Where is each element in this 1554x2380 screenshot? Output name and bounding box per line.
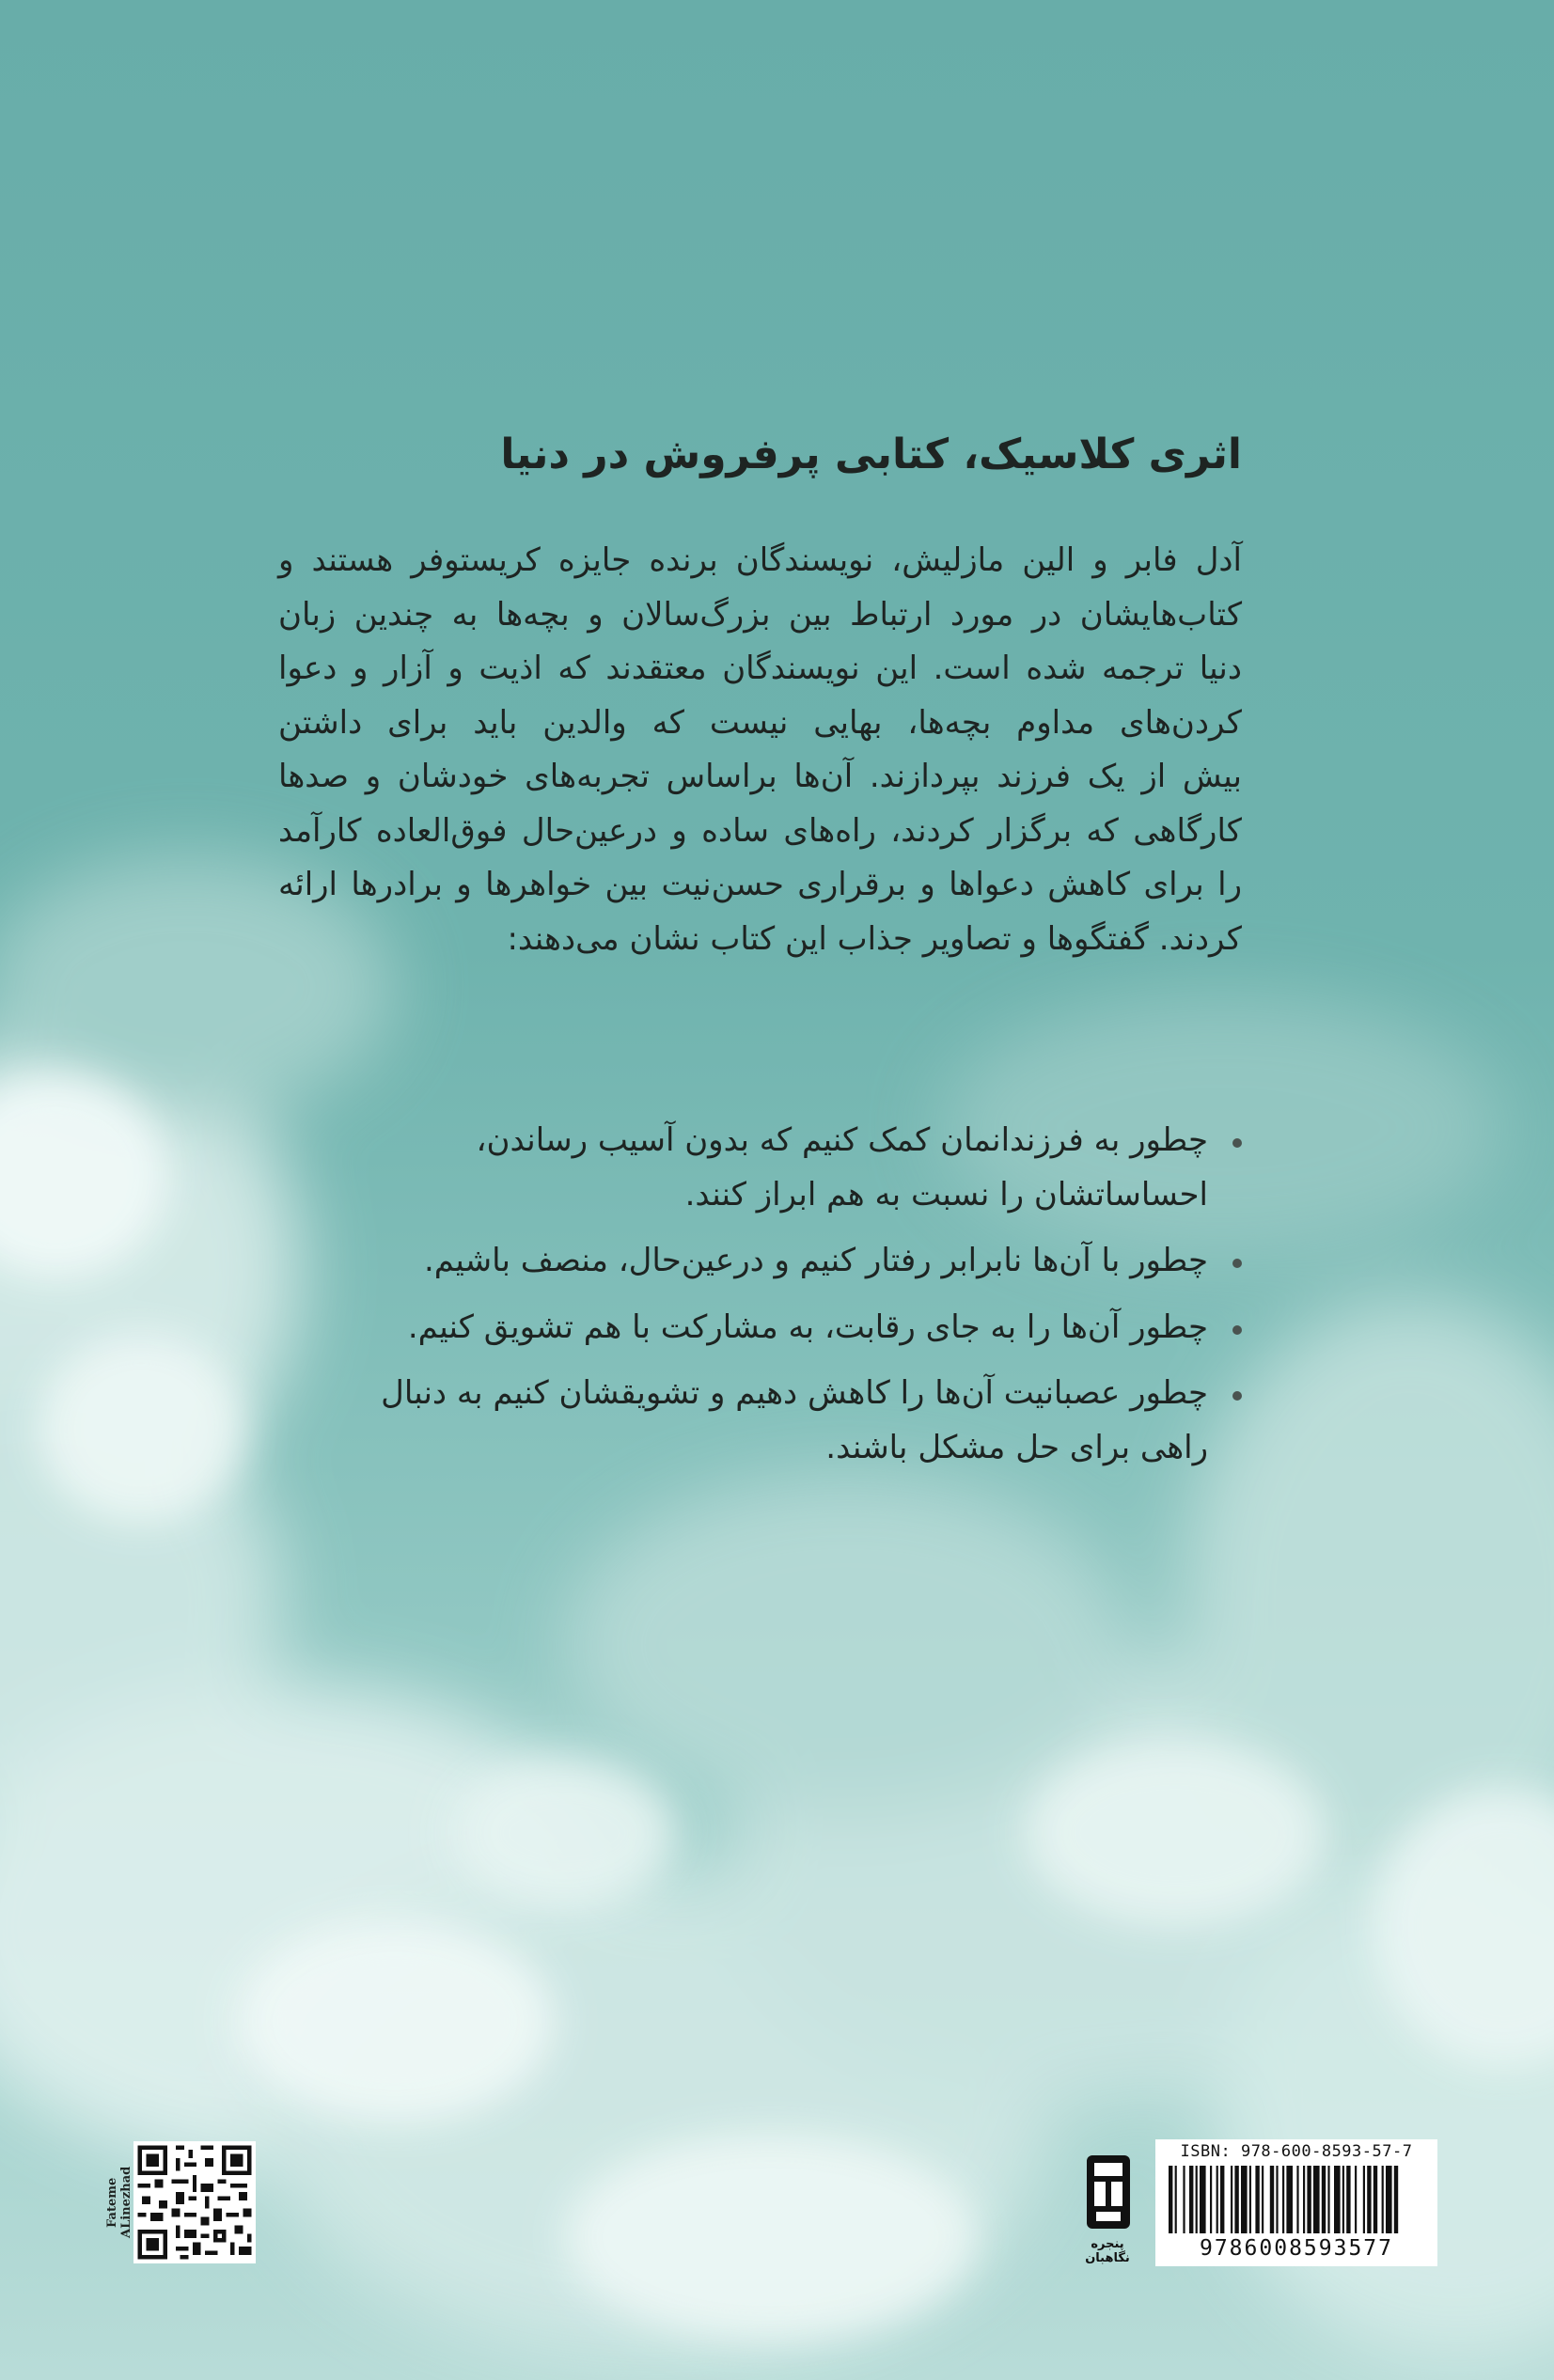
barcode-bar: [1189, 2166, 1193, 2233]
qr-area: [105, 2141, 256, 2263]
barcode-bar: [1313, 2166, 1320, 2233]
barcode-bar: [1334, 2166, 1341, 2233]
barcode-bar: [1169, 2166, 1172, 2233]
publisher-logo: [1070, 2148, 1145, 2265]
bullet-line: چطور عصبانیت آن‌ها را کاهش دهیم و تشویقشان کنیم به دنبال: [381, 1374, 1208, 1412]
description-line: کردن‌های مداوم بچه‌ها، بهایی نیست که والدین باید برای داشتن: [278, 703, 1242, 742]
barcode-bar: [1241, 2166, 1248, 2233]
barcode-bar: [1183, 2166, 1185, 2233]
barcode-bar: [1175, 2166, 1177, 2233]
barcode-bar: [1234, 2166, 1238, 2233]
barcode-bar: [1342, 2166, 1344, 2233]
headline: اثری کلاسیک، کتابی پرفروش در دنیا: [500, 431, 1242, 478]
bullet-dot-icon: [1232, 1325, 1242, 1335]
description-line: را برای کاهش دعواها و برقراری حسن‌نیت بین خواهرها و برادرها ارائه: [278, 866, 1242, 903]
barcode-bar: [1386, 2166, 1392, 2233]
barcode-bar: [1262, 2166, 1264, 2233]
barcode-bar: [1296, 2166, 1298, 2233]
bullet-line: چطور با آن‌ها نابرابر رفتار کنیم و درعین‌حال، منصف باشیم.: [423, 1242, 1208, 1279]
barcode-bar: [1217, 2166, 1218, 2233]
bullet-item: [275, 1114, 1253, 1222]
barcode-bar: [1276, 2166, 1278, 2233]
publisher-logo-icon: [1070, 2148, 1145, 2234]
bullet-item: [275, 1367, 1253, 1475]
bullet-dot-icon: [1232, 1391, 1242, 1401]
bullet-dot-icon: [1232, 1259, 1242, 1268]
description-line: دنیا ترجمه شده است. این نویسندگان معتقدند که اذیت و آزار و دعوا: [278, 650, 1242, 687]
barcode-bar: [1355, 2166, 1357, 2233]
barcode-bar: [1255, 2166, 1259, 2233]
barcode-bar: [1210, 2166, 1212, 2233]
barcode: [1155, 2139, 1437, 2266]
bullet-item: [275, 1301, 1253, 1355]
bullet-item: [275, 1234, 1253, 1289]
barcode-bar: [1249, 2166, 1251, 2233]
bullet-line: چطور به فرزندانمان کمک کنیم که بدون آسیب رساندن،: [476, 1121, 1208, 1159]
barcode-bar: [1363, 2166, 1365, 2233]
barcode-bar: [1303, 2166, 1305, 2233]
barcode-bar: [1231, 2166, 1232, 2233]
description-paragraph: [278, 534, 1242, 966]
isbn-label: ISBN: 978-600-8593-57-7: [1180, 2142, 1413, 2161]
bullet-dot-icon: [1232, 1138, 1242, 1148]
publisher-name: پنجره نگاهبان: [1085, 2237, 1130, 2265]
qr-code-icon[interactable]: [133, 2141, 256, 2263]
barcode-bar: [1367, 2166, 1371, 2233]
designer-credit: Fateme ALinezhad: [105, 2166, 133, 2239]
bullet-line: احساساتشان را نسبت به هم ابراز کنند.: [684, 1175, 1208, 1213]
description-line: کردند. گفتگوها و تصاویر جذاب این کتاب نشان می‌دهند:: [507, 919, 1242, 958]
bullet-list: [275, 1114, 1253, 1487]
description-line: بیش از یک فرزند بپردازند. آن‌ها براساس تجربه‌های خودشان و صدها: [278, 758, 1242, 795]
barcode-bar: [1220, 2166, 1224, 2233]
barcode-bar: [1394, 2166, 1398, 2233]
description-line: کتاب‌هایشان در مورد ارتباط بین بزرگ‌سالان و بچه‌ها به چندین زبان: [278, 595, 1242, 634]
barcode-bar: [1282, 2166, 1284, 2233]
barcode-bar: [1373, 2166, 1377, 2233]
description-line: کارگاهی که برگزار کردند، راه‌های ساده و درعین‌حال فوق‌العاده کارآمد: [278, 811, 1242, 850]
barcode-bar: [1322, 2166, 1326, 2233]
qr-code-graphic: [133, 2141, 256, 2263]
barcode-bar: [1270, 2166, 1274, 2233]
barcode-bar: [1196, 2166, 1198, 2233]
isbn-digits: 9786008593577: [1199, 2236, 1393, 2261]
barcode-bar: [1382, 2166, 1384, 2233]
barcode-bar: [1307, 2166, 1311, 2233]
bullet-line: راهی برای حل مشکل باشند.: [825, 1428, 1208, 1466]
description-line: آدل فابر و الین مازلیش، نویسندگان برنده جایزه کریستوفر هستند و: [278, 541, 1242, 579]
barcode-bar: [1346, 2166, 1350, 2233]
barcode-bar: [1327, 2166, 1329, 2233]
bullet-line: چطور آن‌ها را به جای رقابت، به مشارکت با هم تشویق کنیم.: [407, 1307, 1208, 1346]
barcode-bar: [1286, 2166, 1293, 2233]
barcode-bar: [1200, 2166, 1206, 2233]
